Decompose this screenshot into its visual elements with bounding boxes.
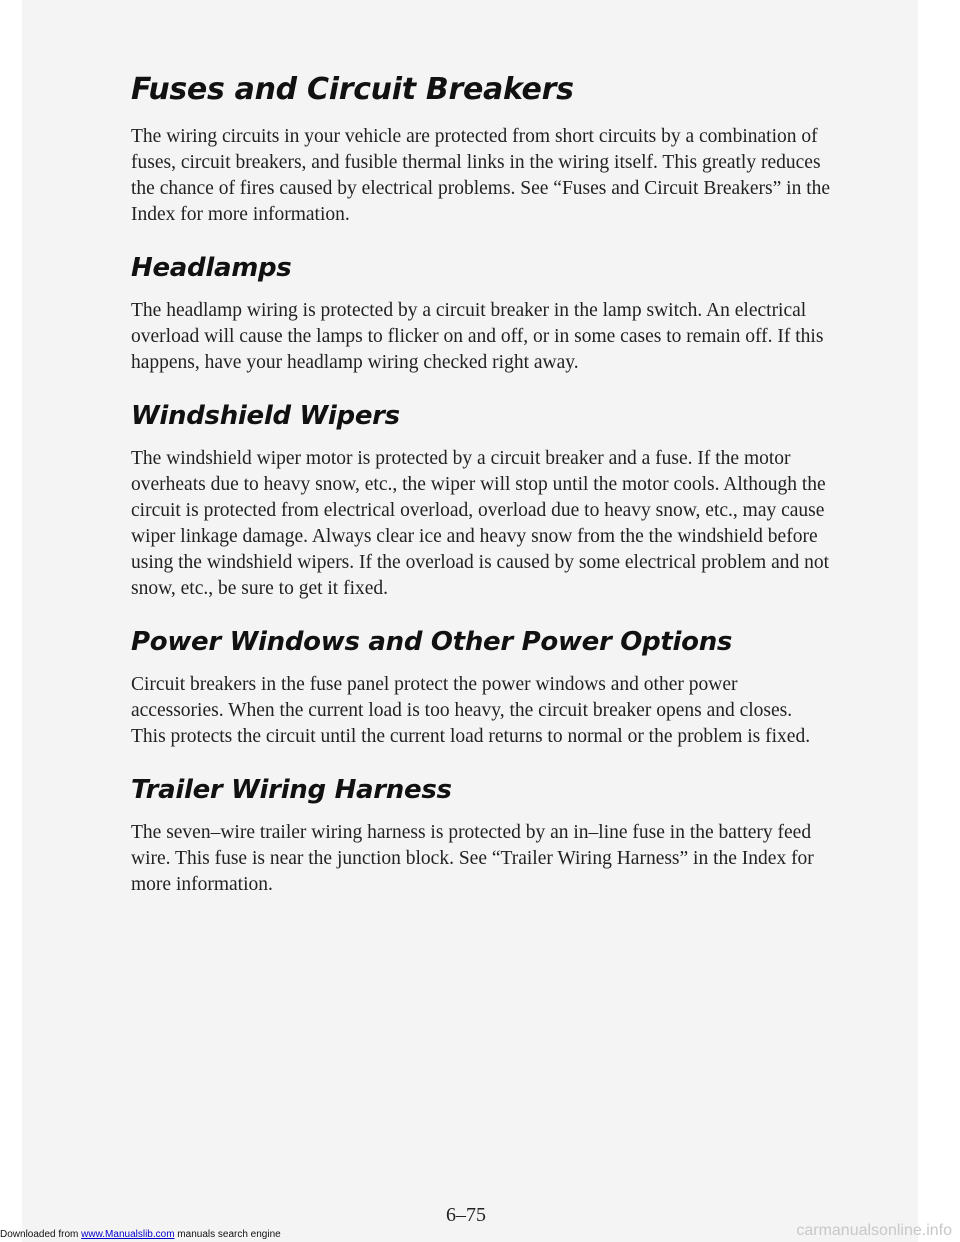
section-heading: Power Windows and Other Power Options	[131, 627, 733, 657]
footer-prefix: Downloaded from	[0, 1229, 82, 1240]
section-heading: Windshield Wipers	[131, 401, 400, 431]
manualslib-link[interactable]: www.Manualslib.com	[81, 1229, 175, 1240]
watermark: carmanualsonline.info	[796, 1222, 952, 1239]
page-content	[131, 70, 831, 898]
section-heading: Trailer Wiring Harness	[131, 775, 452, 805]
section-power-windows	[131, 624, 831, 750]
section-body: The wiring circuits in your vehicle are protected from short circuits by a combination of fuses, circuit breakers, and fusible thermal links in the wiring itself. This greatly reduces the chance of fires caused by electrical problems. See “Fuses and Circuit Breakers” in the Index for more information.	[131, 126, 831, 225]
section-trailer-wiring-harness	[131, 772, 831, 898]
section-windshield-wipers	[131, 398, 831, 602]
section-body: The seven–wire trailer wiring harness is protected by an in–line fuse in the battery feed wire. This fuse is near the junction block. See “Trailer Wiring Harness” in the Index for more information.	[131, 822, 814, 895]
download-footer	[0, 1228, 281, 1241]
section-heading: Headlamps	[131, 253, 292, 283]
section-body: The headlamp wiring is protected by a circuit breaker in the lamp switch. An electrical overload will cause the lamps to flicker on and off, or in some cases to remain off. If this happens, have your headlamp wiring checked right away.	[131, 300, 824, 373]
section-body: Circuit breakers in the fuse panel protect the power windows and other power accessories. When the current load is too heavy, the circuit breaker opens and closes. This protects the circuit until the current load returns to normal or the problem is fixed.	[131, 674, 811, 747]
section-fuses-and-circuit-breakers	[131, 70, 831, 228]
page-number: 6–75	[446, 1204, 486, 1226]
footer-suffix: manuals search engine	[174, 1229, 281, 1240]
page-title: Fuses and Circuit Breakers	[131, 72, 574, 107]
section-body: The windshield wiper motor is protected by a circuit breaker and a fuse. If the motor overheats due to heavy snow, etc., the wiper will stop until the motor cools. Although the circuit is protected from electrical overload, overload due to heavy snow, etc., may cause wiper linkage damage. Always clear ice and heavy snow from the the windshield before using the windshield wipers. If the overload is caused by some electrical problem and not snow, etc., be sure to get it fixed.	[131, 448, 830, 599]
section-headlamps	[131, 250, 831, 376]
